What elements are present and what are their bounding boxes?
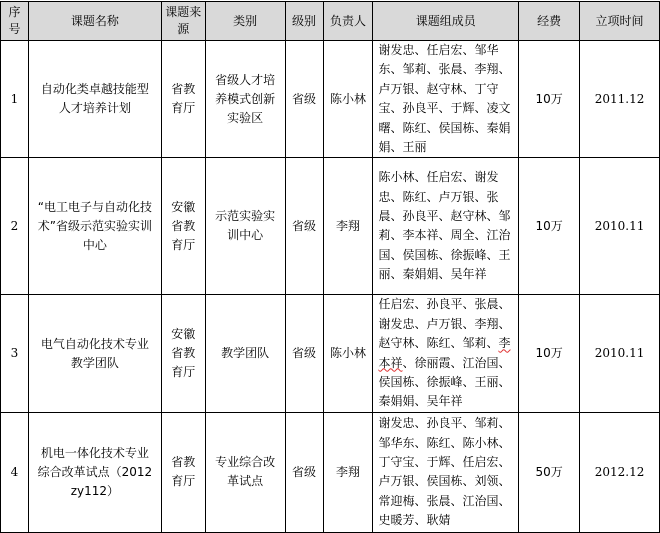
row-date: 2011.12 [580, 41, 660, 158]
row-seq: 1 [1, 41, 29, 158]
row-title: 电气自动化技术专业教学团队 [28, 295, 161, 412]
row-members: 陈小林、任启宏、谢发忠、陈红、卢万银、张晨、孙良平、赵守林、邹莉、李本祥、周全、江治国、侯国栋、徐振峰、王丽、秦娟娟、吴年祥 [373, 158, 519, 295]
header-seq: 序号 [1, 2, 29, 41]
header-date: 立项时间 [580, 2, 660, 41]
row-seq: 2 [1, 158, 29, 295]
row-funding: 10万 [519, 158, 580, 295]
header-funding: 经费 [519, 2, 580, 41]
row-date: 2012.12 [580, 412, 660, 532]
row-leader: 陈小林 [323, 295, 373, 412]
table-row [1, 41, 660, 158]
row-category: 教学团队 [205, 295, 285, 412]
row-funding: 10万 [519, 295, 580, 412]
row-category: 专业综合改革试点 [205, 412, 285, 532]
row-leader: 李翔 [323, 158, 373, 295]
header-leader: 负责人 [323, 2, 373, 41]
header-source: 课题来源 [161, 2, 205, 41]
row-date: 2010.11 [580, 158, 660, 295]
row-date: 2010.11 [580, 295, 660, 412]
row-members: 谢发忠、孙良平、邹莉、邹华东、陈红、陈小林、丁守宝、于辉、任启宏、卢万银、侯国栋、刘领、常迎梅、张晨、江治国、史暖芳、耿婧 [373, 412, 519, 532]
project-table [0, 1, 660, 533]
row-seq: 4 [1, 412, 29, 532]
row-members [373, 295, 519, 412]
row-category: 示范实验实训中心 [205, 158, 285, 295]
row-source: 省教育厅 [161, 412, 205, 532]
header-level: 级别 [285, 2, 323, 41]
row-source: 安徽省教育厅 [161, 295, 205, 412]
row-leader: 李翔 [323, 412, 373, 532]
members-spellcheck-name: 李本祥 [378, 336, 511, 370]
row-members: 谢发忠、任启宏、邹华东、邹莉、张晨、李翔、卢万银、赵守林、丁守宝、孙良平、于辉、凌文曙、陈红、侯国栋、秦娟娟、王丽 [373, 41, 519, 158]
row-title: “电工电子与自动化技术”省级示范实验实训中心 [28, 158, 161, 295]
header-category: 类别 [205, 2, 285, 41]
table-row [1, 295, 660, 412]
row-level: 省级 [285, 41, 323, 158]
row-funding: 10万 [519, 41, 580, 158]
row-source: 安徽省教育厅 [161, 158, 205, 295]
table-row [1, 158, 660, 295]
row-level: 省级 [285, 412, 323, 532]
members-part-a: 任启宏、孙良平、张晨、谢发忠、卢万银、李翔、赵守林、陈红、邹莉、 [378, 297, 511, 351]
row-title: 机电一体化技术专业综合改革试点（2012zy112） [28, 412, 161, 532]
row-leader: 陈小林 [323, 41, 373, 158]
row-source: 省教育厅 [161, 41, 205, 158]
row-seq: 3 [1, 295, 29, 412]
header-row [1, 2, 660, 41]
members-part-c: 、徐丽霞、江治国、侯国栋、徐振峰、王丽、秦娟娟、吴年祥 [378, 355, 511, 409]
header-title: 课题名称 [28, 2, 161, 41]
header-members: 课题组成员 [373, 2, 519, 41]
table-row [1, 412, 660, 532]
row-title: 自动化类卓越技能型人才培养计划 [28, 41, 161, 158]
row-category: 省级人才培养模式创新实验区 [205, 41, 285, 158]
row-funding: 50万 [519, 412, 580, 532]
row-level: 省级 [285, 295, 323, 412]
row-level: 省级 [285, 158, 323, 295]
